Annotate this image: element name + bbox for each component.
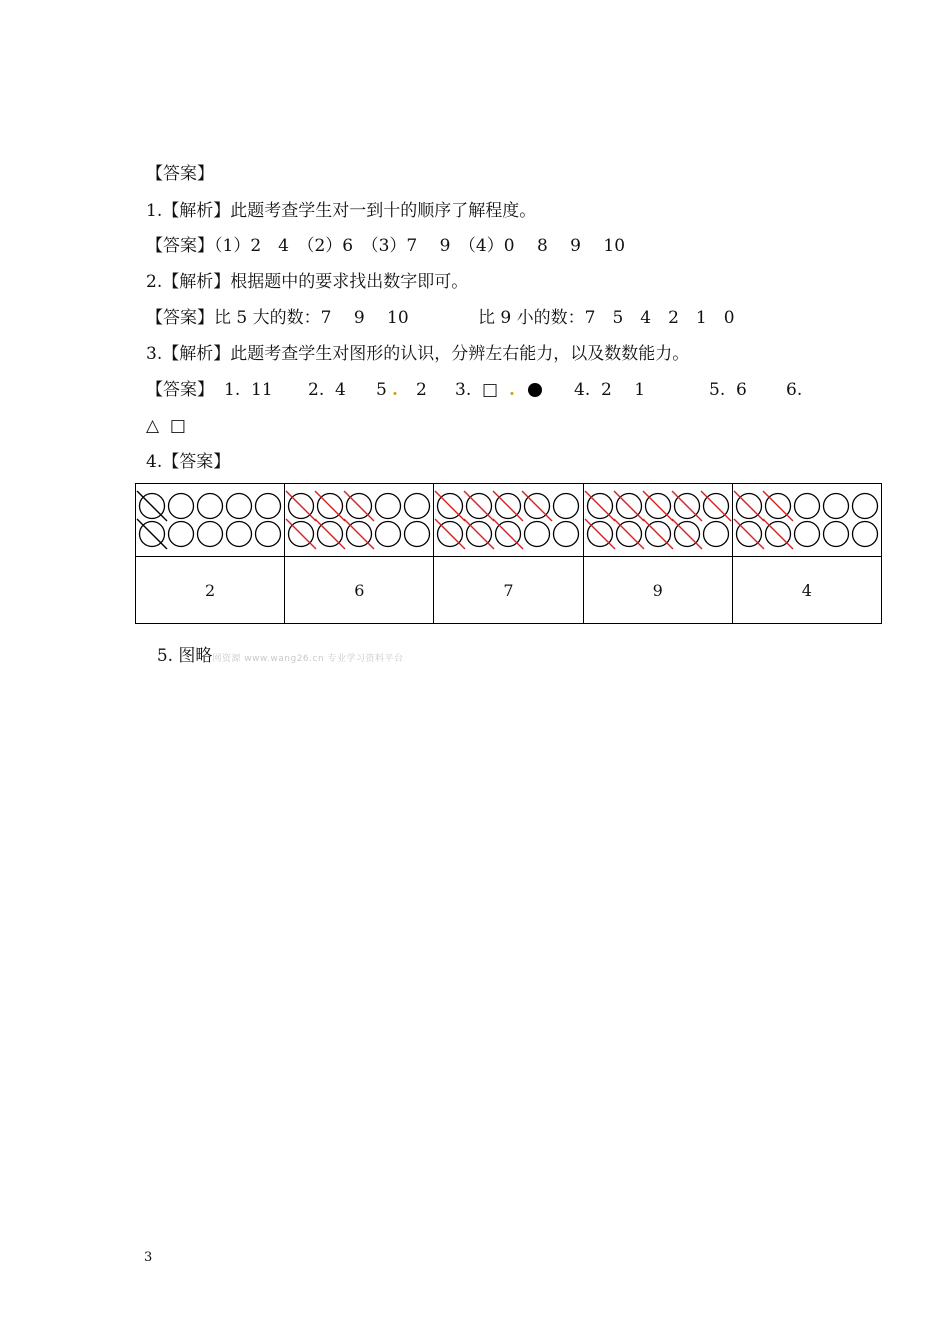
q3-answer-part5: 3. □ — [455, 380, 499, 400]
circle — [554, 494, 579, 519]
circles-group — [584, 484, 732, 552]
cross-out-mark — [701, 491, 731, 521]
circle — [169, 522, 194, 547]
q3-answer-dot-1: . — [392, 380, 398, 400]
q3-answer-part2: 2. 4 — [308, 380, 346, 400]
cross-out-mark — [137, 491, 167, 521]
answer-table — [135, 483, 882, 624]
q3-answer-part7: 5. 6 — [709, 380, 747, 400]
q5-text: 5. 图略 — [156, 646, 213, 666]
circle — [703, 522, 728, 547]
circle — [823, 522, 848, 547]
q4-heading: 4.【答案】 — [146, 452, 231, 472]
cross-out-mark — [286, 519, 316, 549]
circle — [169, 494, 194, 519]
q5 — [146, 626, 404, 669]
circles-cell — [732, 484, 881, 557]
cross-out-mark — [585, 491, 615, 521]
count-cell: 6 — [285, 557, 434, 624]
circle — [256, 494, 281, 519]
q2-answer-less: 比 9 小的数：7 5 4 2 1 0 — [478, 308, 735, 328]
answer-heading: 【答案】 — [146, 164, 214, 184]
circles-group — [136, 484, 284, 552]
q1-answer: 【答案】（1）2 4 （2）6 （3）7 9 （4）0 8 9 10 — [146, 236, 626, 256]
circle — [852, 494, 877, 519]
count-cell: 2 — [136, 557, 285, 624]
cross-out-mark — [435, 491, 465, 521]
circles-cell — [434, 484, 583, 557]
cross-out-mark — [614, 491, 644, 521]
black-circle-icon — [528, 383, 542, 397]
q3-answer-part6: 4. 2 1 — [574, 380, 646, 400]
q3-answer-part4: 2 — [416, 380, 427, 400]
watermark: 网资源 www.wang26.cn 专业学习资料平台 — [212, 654, 404, 664]
cross-out-mark — [493, 491, 523, 521]
cross-out-mark — [672, 491, 702, 521]
cross-out-mark — [763, 491, 793, 521]
q3-answer-label: 【答案】 — [146, 380, 214, 400]
cross-out-mark — [493, 519, 523, 549]
q3-answer-part8: 6. — [786, 380, 803, 400]
circles-cell — [285, 484, 434, 557]
q3-answer-part1: 1. 11 — [224, 380, 273, 400]
circle — [376, 494, 401, 519]
circles-group — [434, 484, 582, 552]
circle — [794, 494, 819, 519]
circle — [227, 494, 252, 519]
circle — [405, 494, 430, 519]
cross-out-mark — [734, 491, 764, 521]
circles-cell — [583, 484, 732, 557]
q3-answer-dot-2: . — [509, 380, 515, 400]
circle — [376, 522, 401, 547]
cross-out-mark — [734, 519, 764, 549]
circle — [256, 522, 281, 547]
cross-out-mark — [522, 491, 552, 521]
q3-analysis: 3.【解析】此题考查学生对图形的认识，分辨左右能力，以及数数能力。 — [146, 344, 690, 364]
circle — [198, 522, 223, 547]
circles-row — [136, 484, 882, 557]
q3-answer-part3: 5 — [376, 380, 387, 400]
cross-out-mark — [585, 519, 615, 549]
q2-answer-greater: 【答案】比 5 大的数：7 9 10 — [146, 308, 409, 328]
q3-answer-continued: △ □ — [146, 416, 186, 436]
circle — [525, 522, 550, 547]
cross-out-mark — [464, 519, 494, 549]
cross-out-mark — [643, 491, 673, 521]
circle — [554, 522, 579, 547]
cross-out-mark — [643, 519, 673, 549]
numbers-row — [136, 557, 882, 624]
circle — [198, 494, 223, 519]
circle — [823, 494, 848, 519]
circles-cell — [136, 484, 285, 557]
q3-answer — [146, 380, 846, 400]
circles-group — [733, 484, 881, 552]
cross-out-mark — [286, 491, 316, 521]
cross-out-mark — [315, 519, 345, 549]
circle — [794, 522, 819, 547]
q1-analysis: 1.【解析】此题考查学生对一到十的顺序了解程度。 — [146, 201, 537, 221]
cross-out-mark — [435, 519, 465, 549]
cross-out-mark — [614, 519, 644, 549]
cross-out-mark — [763, 519, 793, 549]
cross-out-mark — [315, 491, 345, 521]
cross-out-mark — [137, 519, 167, 549]
count-cell: 9 — [583, 557, 732, 624]
count-cell: 7 — [434, 557, 583, 624]
cross-out-mark — [672, 519, 702, 549]
cross-out-mark — [464, 491, 494, 521]
cross-out-mark — [344, 491, 374, 521]
count-cell: 4 — [732, 557, 881, 624]
circles-group — [285, 484, 433, 552]
cross-out-mark — [344, 519, 374, 549]
page-number: 3 — [144, 1250, 153, 1265]
circle — [227, 522, 252, 547]
circle — [852, 522, 877, 547]
circle — [405, 522, 430, 547]
q2-analysis: 2.【解析】根据题中的要求找出数字即可。 — [146, 272, 469, 292]
